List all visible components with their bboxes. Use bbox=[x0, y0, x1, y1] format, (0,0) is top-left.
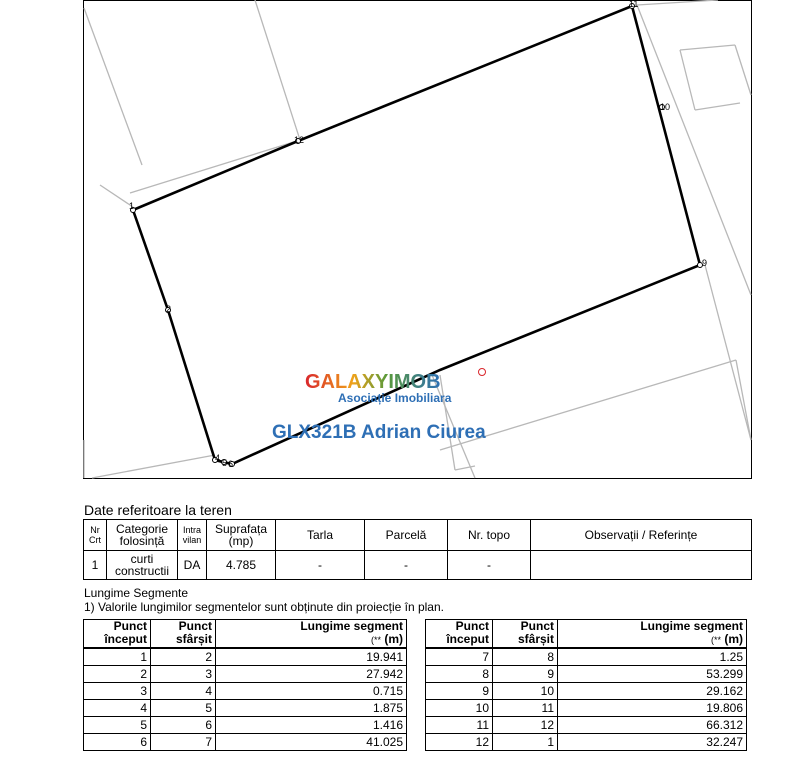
segment-row bbox=[84, 666, 407, 683]
start-point: 7 bbox=[426, 648, 493, 666]
start-point: 10 bbox=[426, 700, 493, 717]
header-lungime bbox=[216, 620, 407, 649]
vertex-label-11: 11 bbox=[629, 0, 639, 9]
segment-row bbox=[426, 648, 747, 666]
end-point: 7 bbox=[151, 734, 216, 751]
cell-parcela: - bbox=[365, 551, 448, 580]
end-point: 5 bbox=[151, 700, 216, 717]
end-point: 11 bbox=[493, 700, 558, 717]
start-point: 4 bbox=[84, 700, 151, 717]
end-point: 6 bbox=[151, 717, 216, 734]
start-point: 9 bbox=[426, 683, 493, 700]
header-intravilan: Intra vilan bbox=[178, 520, 207, 551]
segment-length: 1.25 bbox=[558, 648, 747, 666]
header-unit-mark: (** bbox=[710, 635, 721, 645]
segment-length: 66.312 bbox=[558, 717, 747, 734]
segment-row bbox=[426, 683, 747, 700]
cell-intravilan: DA bbox=[178, 551, 207, 580]
segment-length: 1.416 bbox=[216, 717, 407, 734]
start-point: 12 bbox=[426, 734, 493, 751]
plan-frame bbox=[84, 1, 752, 479]
segment-length: 29.162 bbox=[558, 683, 747, 700]
header-nr-topo: Nr. topo bbox=[448, 520, 531, 551]
segment-row bbox=[426, 717, 747, 734]
segment-row bbox=[426, 734, 747, 751]
watermark-brand: GALAXYIMOB bbox=[305, 371, 441, 393]
start-point: 6 bbox=[84, 734, 151, 751]
segments-body-right bbox=[426, 648, 747, 751]
segment-row bbox=[84, 683, 407, 700]
cell-observatii bbox=[531, 551, 752, 580]
header-tarla: Tarla bbox=[276, 520, 365, 551]
header-punct-inceput: Punct început bbox=[426, 620, 493, 649]
cell-nr: 1 bbox=[84, 551, 107, 580]
cell-categorie: curti constructii bbox=[107, 551, 178, 580]
vertex-label-9: 9 bbox=[702, 258, 708, 268]
end-point: 4 bbox=[151, 683, 216, 700]
segment-length: 32.247 bbox=[558, 734, 747, 751]
segment-length: 53.299 bbox=[558, 666, 747, 683]
segments-table-right bbox=[425, 619, 747, 751]
land-table-row bbox=[84, 551, 752, 580]
vertex-label-2: 2 bbox=[166, 304, 172, 314]
end-point: 3 bbox=[151, 666, 216, 683]
header-punct-sfarsit: Punct sfârșit bbox=[151, 620, 216, 649]
header-unit: (m) bbox=[724, 632, 743, 646]
start-point: 1 bbox=[84, 648, 151, 666]
neighbor-parcel-lines bbox=[84, 0, 751, 478]
end-point: 10 bbox=[493, 683, 558, 700]
end-point: 12 bbox=[493, 717, 558, 734]
land-table-header bbox=[84, 520, 752, 551]
start-point: 11 bbox=[426, 717, 493, 734]
segments-body-left bbox=[84, 648, 407, 751]
vertex-label-6: 6 bbox=[228, 459, 234, 469]
segments-header bbox=[84, 620, 407, 649]
vertex-label-12: 12 bbox=[294, 135, 305, 145]
header-nr: Nr Crt bbox=[84, 520, 107, 551]
land-data-title: Date referitoare la teren bbox=[84, 502, 232, 518]
header-lungime-label: Lungime segment bbox=[640, 619, 743, 633]
end-point: 9 bbox=[493, 666, 558, 683]
segment-length: 19.941 bbox=[216, 648, 407, 666]
segment-row bbox=[84, 717, 407, 734]
segment-row bbox=[84, 734, 407, 751]
segment-length: 19.806 bbox=[558, 700, 747, 717]
vertex-label-10: 10 bbox=[660, 102, 671, 112]
segments-note: 1) Valorile lungimilor segmentelor sunt obținute din proiecție în plan. bbox=[84, 600, 444, 614]
watermark-agent: GLX321B Adrian Ciurea bbox=[272, 422, 486, 443]
segments-title: Lungime Segmente bbox=[84, 586, 189, 600]
start-point: 2 bbox=[84, 666, 151, 683]
segment-length: 1.875 bbox=[216, 700, 407, 717]
segment-length: 27.942 bbox=[216, 666, 407, 683]
start-point: 3 bbox=[84, 683, 151, 700]
segments-header bbox=[426, 620, 747, 649]
header-parcela: Parcelă bbox=[365, 520, 448, 551]
segments-section bbox=[84, 586, 444, 614]
segments-table-left bbox=[83, 619, 407, 751]
header-categorie: Categorie folosință bbox=[107, 520, 178, 551]
cell-suprafata: 4.785 bbox=[207, 551, 276, 580]
segment-length: 41.025 bbox=[216, 734, 407, 751]
start-point: 8 bbox=[426, 666, 493, 683]
header-observatii: Observații / Referințe bbox=[531, 520, 752, 551]
segment-row bbox=[84, 700, 407, 717]
end-point: 8 bbox=[493, 648, 558, 666]
segment-row bbox=[84, 648, 407, 666]
vertex-label-4: 4 bbox=[215, 453, 221, 463]
vertex-label-5: 5 bbox=[222, 458, 228, 468]
vertex-label-1: 1 bbox=[129, 201, 135, 211]
segment-row bbox=[426, 666, 747, 683]
segment-row bbox=[426, 700, 747, 717]
cell-nr-topo: - bbox=[448, 551, 531, 580]
end-point: 1 bbox=[493, 734, 558, 751]
registered-mark-icon bbox=[479, 369, 486, 376]
land-data-table bbox=[83, 519, 752, 580]
header-lungime-label: Lungime segment bbox=[300, 619, 403, 633]
header-suprafata: Suprafața (mp) bbox=[207, 520, 276, 551]
segment-length: 0.715 bbox=[216, 683, 407, 700]
start-point: 5 bbox=[84, 717, 151, 734]
header-unit: (m) bbox=[384, 632, 403, 646]
header-lungime bbox=[558, 620, 747, 649]
watermark-subtitle: Asociație Imobiliara bbox=[338, 391, 452, 405]
header-punct-sfarsit: Punct sfârșit bbox=[493, 620, 558, 649]
header-unit-mark: (** bbox=[370, 635, 381, 645]
end-point: 2 bbox=[151, 648, 216, 666]
cell-tarla: - bbox=[276, 551, 365, 580]
header-punct-inceput: Punct început bbox=[84, 620, 151, 649]
